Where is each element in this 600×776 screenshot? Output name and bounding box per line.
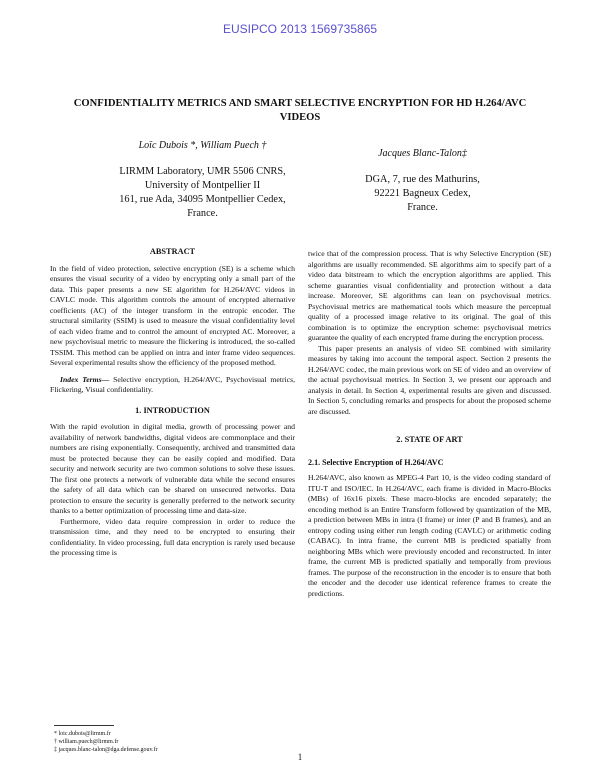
footnotes (54, 730, 254, 754)
abstract-text: In the field of video protection, selective encryption (SE) is a scheme which ensures the visual security of a video by encrypting only a small part of the data. This paper presents a new SE algorithm for H.264/AVC videos in CAVLC mode. This algorithm controls the amount of encrypted alternative coefficients (AC) of the integer transform in the entropic encoder. The structural similarity (SSIM) is used to measure the visual confidentiality level of each video frame and to control the amount of encrypted AC. Moreover, a new psychovisual metric to measure the flickering is introduced, the so-called TSSIM. This method can be applied on intra and inter frame video sequences. Several experimental results show the efficiency of the proposed method. (50, 263, 295, 367)
affil-line-2: University of Montpellier II (144, 180, 261, 191)
index-terms-text: Selective encryption, H.264/AVC, Psychovisual metrics, Flickering, Visual confidentiality. (50, 374, 295, 394)
affil-line-3: France. (407, 202, 438, 213)
author-block-right (335, 147, 510, 215)
intro-paragraph-2: Furthermore, video data require compression in order to reduce the transmission time, and they need to be encrypted to ensuring their confidentiality. In video processing, full data encryption is rarely used because the processing time is (50, 516, 295, 557)
left-column (50, 247, 295, 559)
author-names-right: Jacques Blanc-Talon‡ (378, 148, 467, 159)
affil-line-2: 92221 Bagneux Cedex, (374, 188, 471, 199)
footnote-rule (54, 725, 114, 726)
paper-title: CONFIDENTIALITY METRICS AND SMART SELECTIVE ENCRYPTION FOR HD H.264/AVC VIDEOS (73, 98, 527, 123)
affil-line-3: 161, rue Ada, 34095 Montpellier Cedex, (119, 194, 286, 205)
page-number: 1 (297, 752, 303, 762)
right-paragraph-3: H.264/AVC, also known as MPEG-4 Part 10, is the video coding standard of ITU-T and ISO/IEC. In H.264/AVC, each frame is divided in Macro-Blocks (MBs) of 16x16 pixels. These macro-blocks are encoded separately; the encoding method is an Entire Transform followed by quantization of the MB, a prediction between MBs in intra (I frame) or inter (P and B frames), and an entropy coding using either run length coding (CAVLC) or arithmetic coding (CABAC). In intra frame, the current MB is predicted spatially from neighboring MBs which were previously encoded and reconstructed. In inter frame, the current MB is predicted spatially and temporally from previous frames. The purpose of the reconstruction in the encoder is to ensure that both the encoder and the decoder use identical reference frames to create the predictions. (308, 473, 551, 598)
right-paragraph-2: This paper presents an analysis of video SE combined with similarity measures by taking into account the temporal aspect. Section 2 presents the H.264/AVC codec, the main previous work on SE of video and an overview of the actual psychovisual metrics. In Section 3, we present our approach and analysis in detail. In Section 4, experimental results are given and discussed. In Section 5, concluding remarks and prospects for about the proposed scheme are discussed. (308, 343, 551, 416)
author-affiliation-right (335, 173, 510, 215)
index-terms (50, 375, 295, 396)
right-column (308, 249, 551, 599)
affil-line-1: LIRMM Laboratory, UMR 5506 CNRS, (119, 166, 286, 177)
conference-header: EUSIPCO 2013 1569735865 (222, 22, 378, 36)
author-block-left (95, 139, 310, 221)
state-of-art-heading: 2. STATE OF ART (396, 435, 463, 444)
abstract-heading: ABSTRACT (149, 247, 196, 256)
index-terms-label: Index Terms— (60, 374, 110, 384)
intro-heading: 1. INTRODUCTION (135, 405, 210, 415)
subsection-2-1-heading: 2.1. Selective Encryption of H.264/AVC (308, 457, 444, 467)
intro-paragraph-1: With the rapid evolution in digital media, growth of processing power and availability of network bandwidths, digital videos are commonplace and their numbers are rising exponentially. Consequently, archived and transmitted data must be protected because they can be easily copied and modified. Data security and network security are two common solutions to solve these issues. The first one protects a network of vulnerable data while the second ensures the safety of all data which can be shared on unsecured networks. Data protection to ensure the security is generally preferred to the network security thanks to a better optimization of processing time and data-size. (50, 422, 295, 515)
footnote-1: * loic.dubois@lirmm.fr (54, 731, 111, 737)
author-names-left: Loïc Dubois *, William Puech † (138, 140, 267, 151)
footnote-2: † william.puech@lirmm.fr (54, 739, 119, 745)
footnote-3: ‡ jacques.blanc-talon@dga.defense.gouv.fr (54, 747, 158, 753)
author-affiliation-left (95, 165, 310, 221)
affil-line-4: France. (187, 208, 218, 219)
affil-line-1: DGA, 7, rue des Mathurins, (365, 174, 480, 185)
right-paragraph-1: twice that of the compression process. That is why Selective Encryption (SE) algorithms are usually recommended. SE algorithms aim to specify part of a video data bitstream to which the encryption algorithms are applied. This scheme guaranties visual confidentiality and protection without a data increase. Moreover, SE algorithms can lean on psychovisual metrics. Psychovisual metrics are mathematical tools which measure the perceptual quality of a processed image relative to its original. The goal of this combination is to optimize the encryption scheme: psychovisual metrics guarantee the quality of each encrypted frame during the encryption process. (308, 249, 551, 342)
